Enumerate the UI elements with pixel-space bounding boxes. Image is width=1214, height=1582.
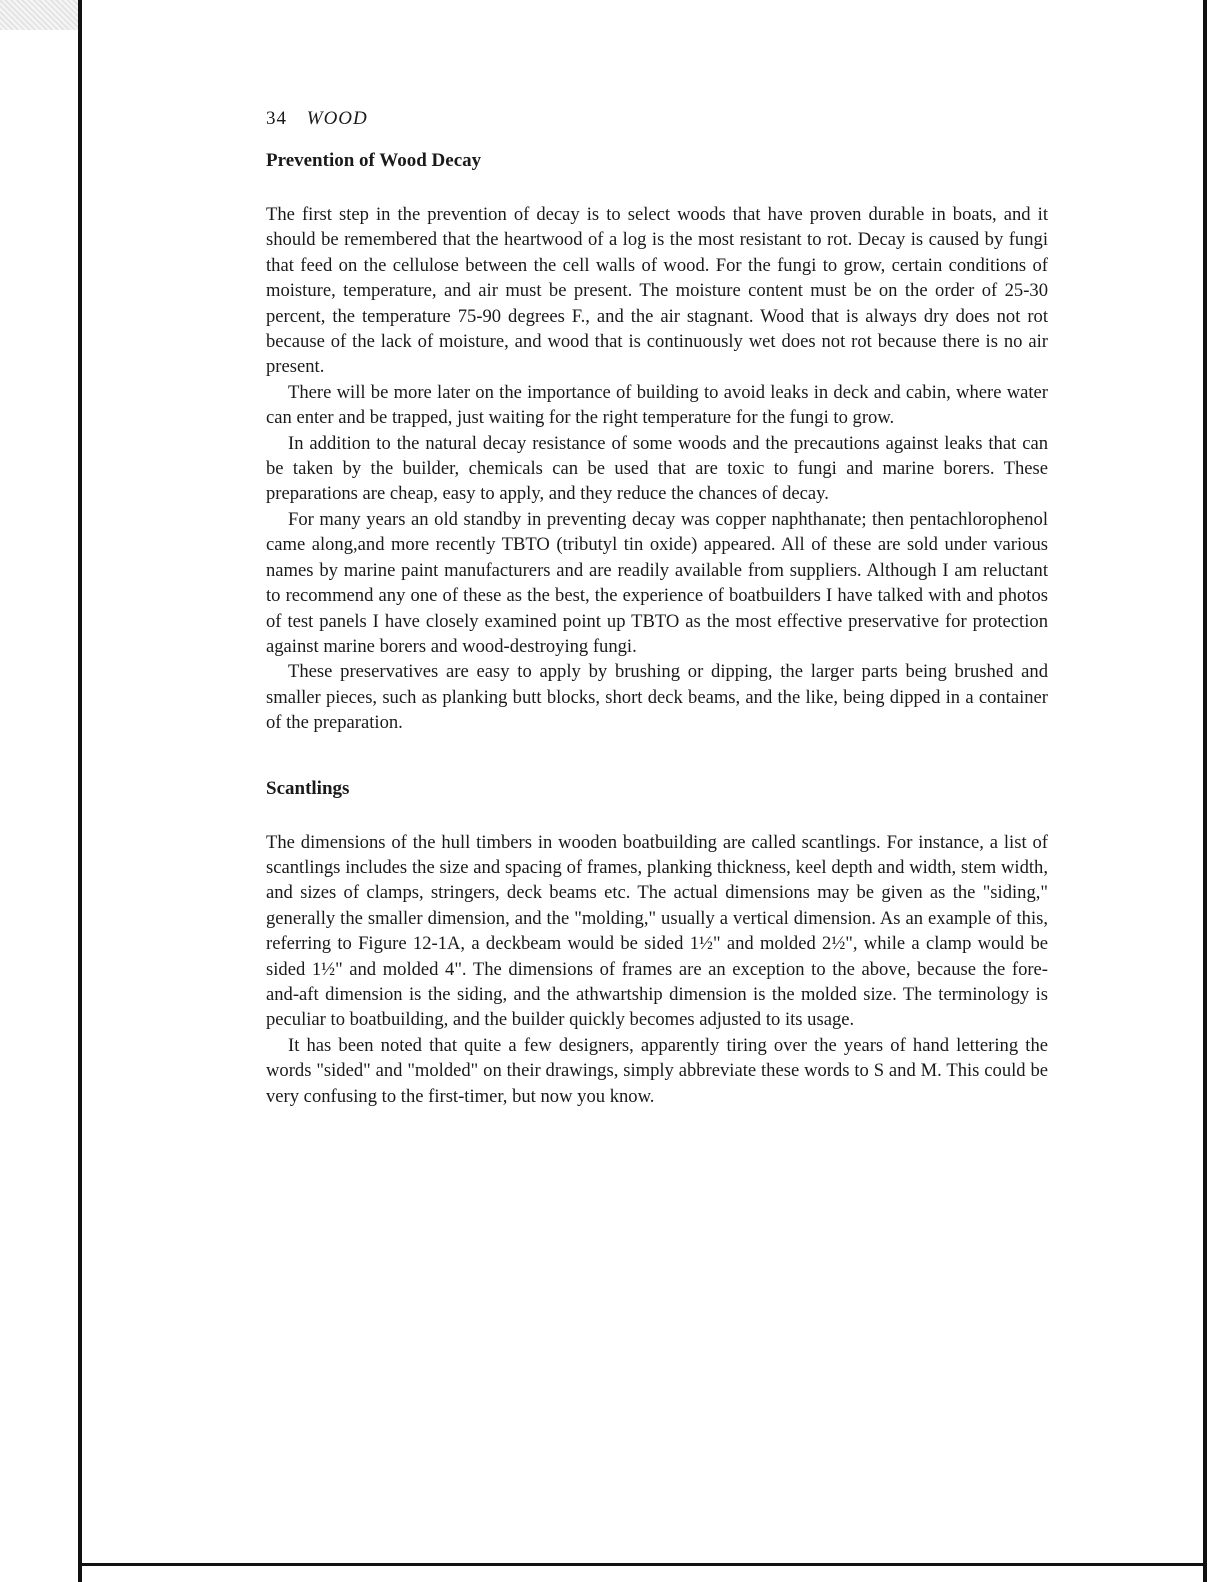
paragraph: The first step in the prevention of decay is to select woods that have proven durable in boats, and it should be remembered that the heartwood of a log is the most resistant to rot. Decay is caused by fungi that feed on the cellulose between the cell walls of wood. For the fungi to grow, certain conditions of moisture, temperature, and air must be present. The moisture content must be on the order of 25-30 percent, the temperature 75-90 degrees F., and the air stagnant. Wood that is always dry does not rot because of the lack of moisture, and wood that is continuously wet does not rot because there is no air present.	[266, 204, 1048, 378]
section-scantlings	[266, 776, 1048, 1109]
scan-corner-artifact	[0, 0, 78, 30]
section-heading: Scantlings	[266, 777, 350, 799]
section-body	[266, 202, 1048, 736]
paragraph: There will be more later on the importance of building to avoid leaks in deck and cabin, where water can enter and be trapped, just waiting for the right temperature for the fungi to grow.	[266, 381, 1048, 429]
scan-edge-right	[1203, 0, 1207, 1582]
section-gap	[266, 736, 1048, 776]
paragraph: The dimensions of the hull timbers in wooden boatbuilding are called scantlings. For instance, a list of scantlings includes the size and spacing of frames, planking thickness, keel depth and width, stem width, and sizes of clamps, stringers, deck beams etc. The actual dimensions may be given as the "siding," generally the smaller dimension, and the "molding," usually a vertical dimension. As an example of this, referring to Figure 12-1A, a deckbeam would be sided 1½" and molded 2½", while a clamp would be sided 1½" and molded 4". The dimensions of frames are an exception to the above, because the fore-and-aft dimension is the siding, and the athwartship dimension is the molded size. The terminology is peculiar to boatbuilding, and the builder quickly becomes adjusted to its usage.	[266, 831, 1048, 1031]
page-content	[266, 108, 1048, 1109]
paragraph: In addition to the natural decay resistance of some woods and the precautions against leaks that can be taken by the builder, chemicals can be used that are toxic to fungi and marine borers. These preparations are cheap, easy to apply, and they reduce the chances of decay.	[266, 432, 1048, 505]
scan-edge-bottom	[78, 1563, 1207, 1566]
section-prevention-of-wood-decay	[266, 148, 1048, 736]
paragraph: These preservatives are easy to apply by brushing or dipping, the larger parts being brushed and smaller pieces, such as planking butt blocks, short deck beams, and the like, being dipped in a container of the preparation.	[266, 661, 1048, 734]
section-heading: Prevention of Wood Decay	[266, 150, 482, 171]
paragraph: It has been noted that quite a few designers, apparently tiring over the years of hand lettering the words "sided" and "molded" on their drawings, simply abbreviate these words to S and M. This could be very confusing to the first-timer, but now you know.	[266, 1034, 1048, 1107]
section-body	[266, 830, 1048, 1109]
chapter-name: WOOD	[306, 108, 368, 129]
page-number: 34	[266, 108, 287, 129]
scan-edge-left	[78, 0, 82, 1582]
running-head	[266, 108, 1048, 134]
paragraph: For many years an old standby in preventing decay was copper naphthanate; then pentachlorophenol came along,and more recently TBTO (tributyl tin oxide) appeared. All of these are sold under various names by marine paint manufacturers and are readily available from suppliers. Although I am reluctant to recommend any one of these as the best, the experience of boatbuilders I have talked with and photos of test panels I have closely examined point up TBTO as the most effective preservative for protection against marine borers and wood-destroying fungi.	[266, 508, 1048, 657]
